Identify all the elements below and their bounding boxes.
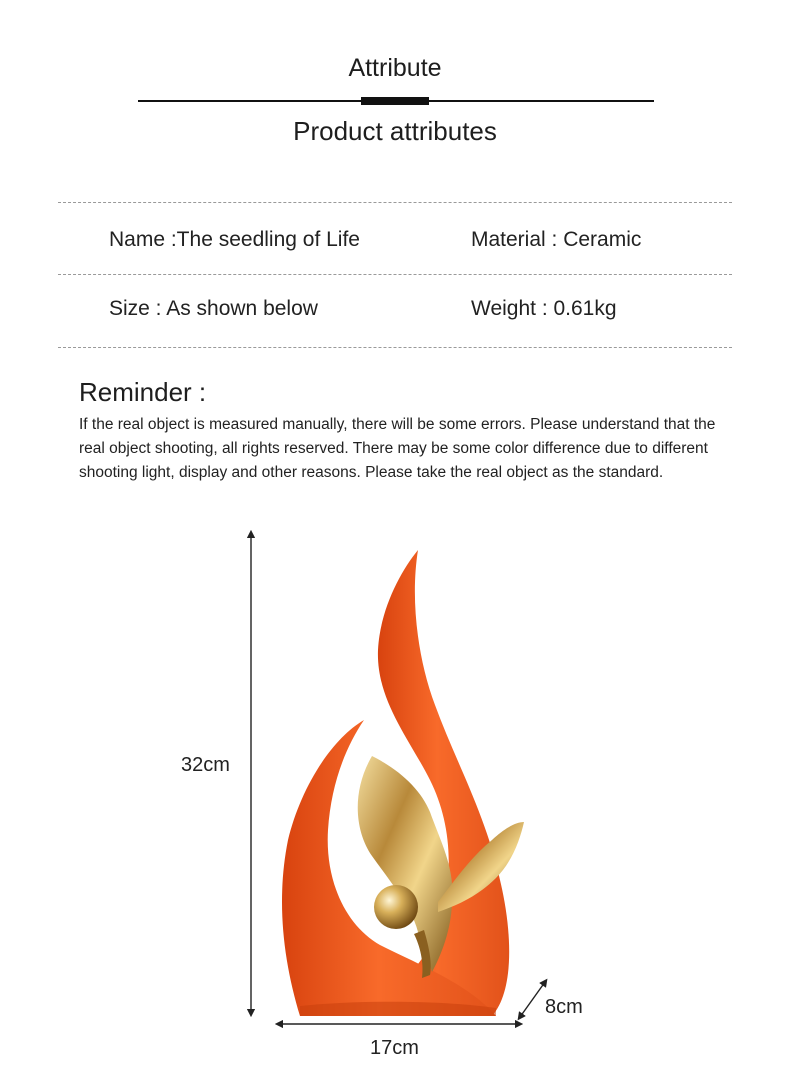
gold-ball [374,885,418,929]
depth-arrow [520,982,545,1017]
attribute-weight: Weight : 0.61kg [471,297,617,320]
width-label: 17cm [370,1037,419,1059]
product-figure-svg [0,520,790,1078]
section-title: Attribute [348,54,442,82]
table-divider-middle [58,274,732,275]
reminder-text: If the real object is measured manually, there will be some errors. Please understand that the real object shooting, all rights reserved. There may be some color difference due to different shooting light, display and other reasons. Please take the real object as the standard. [79,416,716,481]
attribute-material: Material : Ceramic [471,228,642,251]
table-divider-bottom [58,347,732,348]
product-figure [0,520,790,1078]
section-subtitle: Product attributes [293,116,497,146]
height-label: 32cm [181,754,230,776]
reminder-title: Reminder : [79,377,207,407]
attribute-name: Name :The seedling of Life [109,228,360,251]
attribute-size: Size : As shown below [109,297,318,320]
table-divider-top [58,202,732,203]
depth-label: 8cm [545,996,583,1018]
header-divider-accent [361,97,429,105]
